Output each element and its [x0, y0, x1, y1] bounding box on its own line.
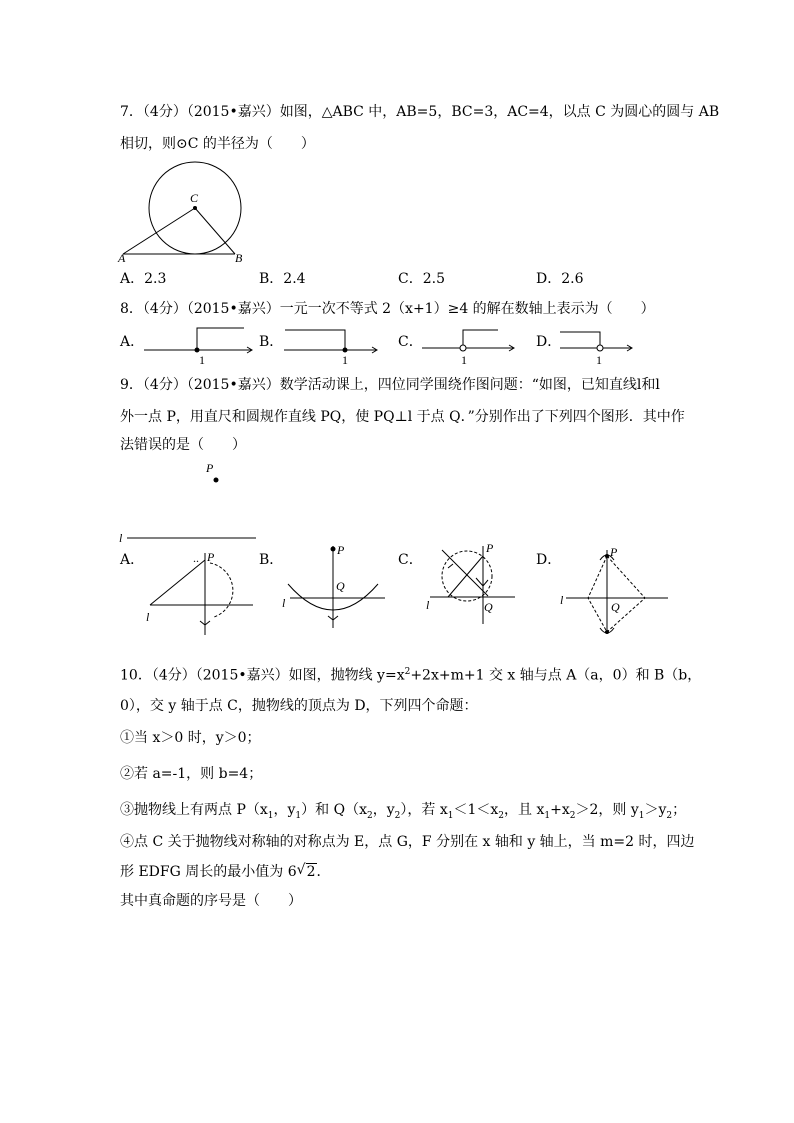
- q9-d-label-q: Q: [611, 600, 620, 614]
- q10-proposition-3: ③抛物线上有两点 $P(x_1$，$y_1$）和 $Q(x_2$，$y_2$），若 $x_1<1<x_2$，且 $x_1+x_2>2$，则 $y_1>y_2$；: [120, 802, 687, 821]
- q9-b-label-p: P: [337, 543, 345, 557]
- q9-option-d-letter[interactable]: D．: [536, 552, 562, 568]
- q10-stem-line2: 0），交 y 轴于点 C，抛物线的顶点为 D，下列四个命题：: [120, 698, 478, 714]
- q9-d-label-p: P: [610, 545, 618, 559]
- q10-proposition-1: ①当 x＞0 时，y＞0；: [120, 730, 261, 746]
- q8-c-tick-label: 1: [461, 353, 467, 367]
- q8-numberline-c: [418, 322, 518, 367]
- q8-option-d-letter[interactable]: D．: [536, 334, 562, 350]
- q10-question: 其中真命题的序号是（ ）: [120, 893, 302, 909]
- q10-stem-line1: 10．（4分）（2015•嘉兴）如图，抛物线 $y=x^2+2x+m+1$ 交 x 轴与点 A（a，0）和 B（b，: [120, 667, 702, 684]
- q9-d-point-p: [605, 554, 609, 558]
- q9-a-label-p: P: [207, 550, 215, 564]
- q9-figure-a: [140, 545, 260, 640]
- q7-label-a: A: [118, 251, 126, 265]
- q9-given-figure: [115, 460, 265, 545]
- q7-figure-circle-triangle: [115, 160, 255, 270]
- q10-proposition-4-line2: 形 EDFG 周长的最小值为 6√ 2．: [120, 864, 331, 880]
- q9-option-a-letter[interactable]: A．: [120, 552, 145, 568]
- q9-figure-d: [556, 542, 671, 640]
- q8-option-b-letter[interactable]: B．: [259, 334, 284, 350]
- q9-a-label-l: l: [146, 610, 150, 624]
- q7-label-b: B: [235, 251, 243, 265]
- q9-given-label-p: P: [206, 461, 214, 475]
- q9-option-b-letter[interactable]: B．: [259, 552, 284, 568]
- q7-side-bc: [195, 208, 235, 254]
- q7-label-c: C: [190, 191, 199, 205]
- svg-text:..: ..: [193, 551, 199, 565]
- q8-b-tick-label: 1: [342, 353, 348, 367]
- q9-d-label-l: l: [560, 593, 564, 607]
- q9-d-point-bottom: [605, 630, 609, 634]
- q9-stem-line2: 外一点 P，用直尺和圆规作直线 PQ，使 PQ⊥l 于点 Q．”分别作出了下列四个图形．其中作: [120, 409, 685, 425]
- q8-numberline-a: [140, 322, 255, 367]
- q7-option-d[interactable]: D．2.6: [536, 271, 584, 287]
- q8-c-hollow-dot: [460, 345, 466, 351]
- q9-figure-c: [420, 538, 520, 628]
- q8-d-tick-label: 1: [596, 353, 602, 367]
- q7-side-ac: [123, 208, 195, 254]
- q8-a-solid-dot: [195, 348, 200, 353]
- q8-stem: 8．（4分）（2015•嘉兴）一元一次不等式 2（x+1）≥4 的解在数轴上表示为（ ）: [120, 301, 655, 317]
- q9-c-label-q: Q: [484, 600, 493, 614]
- q9-stem-line1: 9．（4分）（2015•嘉兴）数学活动课上，四位同学围绕作图问题：“如图，已知直线l和l: [120, 377, 660, 393]
- q7-center-dot: [193, 206, 197, 210]
- q7-option-c[interactable]: C．2.5: [398, 271, 445, 287]
- q8-numberline-b: [280, 322, 385, 367]
- q9-option-c-letter[interactable]: C．: [398, 552, 423, 568]
- q7-stem-line1: 7．（4分）（2015•嘉兴）如图，△ABC 中，AB=5，BC=3，AC=4，以点 C 为圆心的圆与 AB: [120, 104, 720, 120]
- q9-b-label-l: l: [282, 596, 286, 610]
- q7-option-b[interactable]: B．2.4: [259, 271, 306, 287]
- q9-b-label-q: Q: [336, 579, 345, 593]
- q8-option-c-letter[interactable]: C．: [398, 334, 423, 350]
- q8-option-a-letter[interactable]: A．: [120, 334, 145, 350]
- q9-c-label-l: l: [426, 598, 430, 612]
- q9-figure-b: [280, 540, 390, 630]
- q9-given-label-l: l: [119, 531, 123, 545]
- q9-c-label-p: P: [486, 541, 494, 555]
- sqrt-symbol: √ 2: [297, 864, 317, 880]
- q9-stem-line3: 法错误的是（ ）: [120, 437, 246, 453]
- q8-numberline-d: [556, 322, 636, 367]
- q9-given-point-p: [214, 478, 219, 483]
- q7-option-a[interactable]: A．2.3: [120, 271, 167, 287]
- q8-a-tick-label: 1: [199, 353, 205, 367]
- q10-proposition-2: ②若 a=-1，则 b=4；: [120, 766, 263, 782]
- q9-b-point-p: [331, 547, 336, 552]
- q8-d-hollow-dot: [597, 345, 603, 351]
- q10-proposition-4-line1: ④点 C 关于抛物线对称轴的对称点为 E，点 G，F 分别在 x 轴和 y 轴上，当 m=2 时，四边: [120, 834, 695, 850]
- q8-b-solid-dot: [343, 348, 348, 353]
- q7-stem-line2: 相切，则⊙C 的半径为（ ）: [120, 136, 315, 152]
